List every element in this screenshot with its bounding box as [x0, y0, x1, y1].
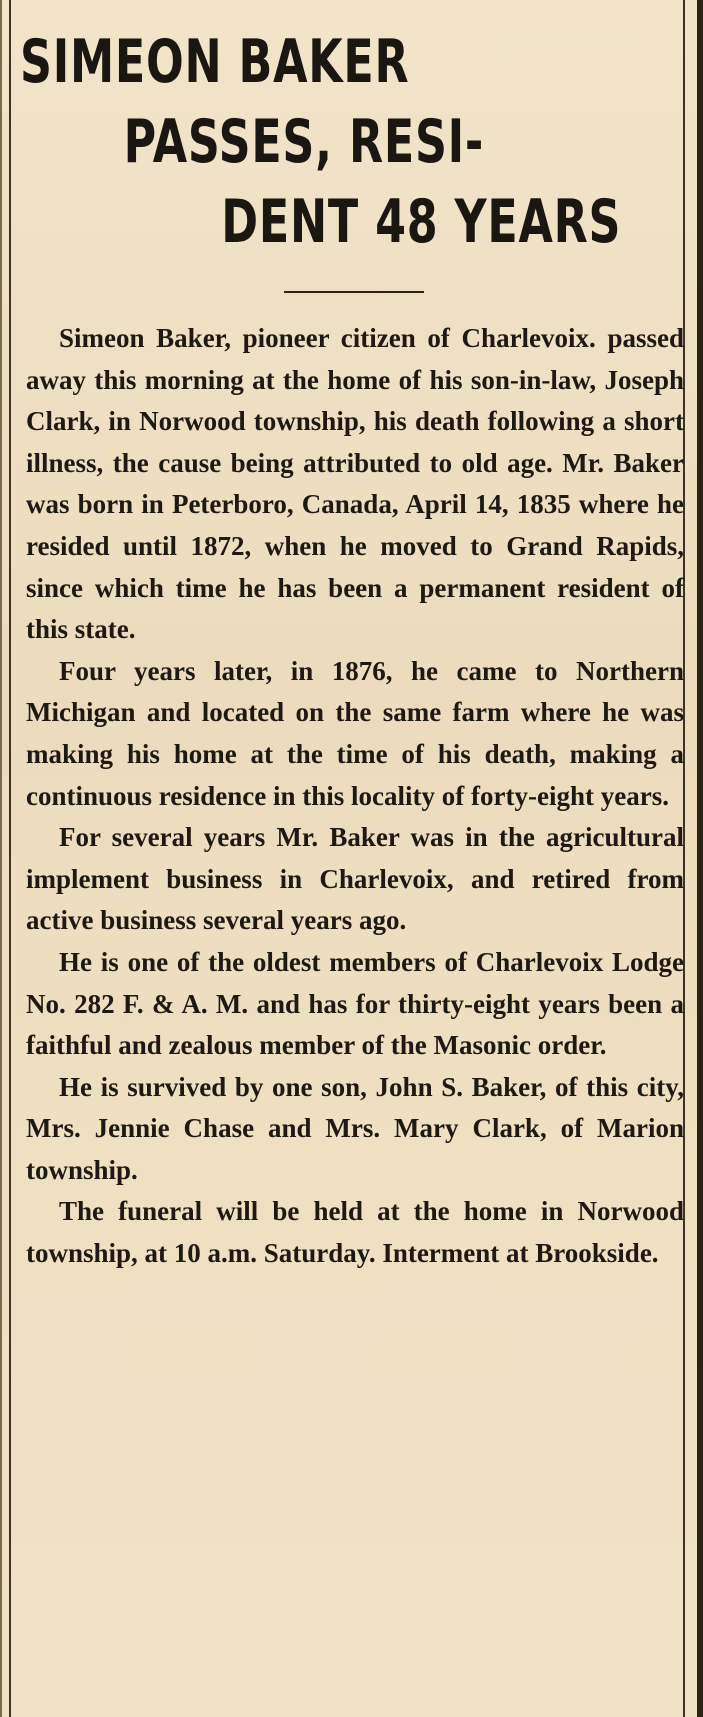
paragraph-6: The funeral will be held at the home in Norwood township, at 10 a.m. Saturday. Interment at Brookside. [26, 1196, 684, 1269]
paragraph-3: For several years Mr. Baker was in the agricultural implement business in Charlevoix, and retired from active business several years ago. [26, 822, 684, 936]
left-column-rule [9, 0, 11, 1717]
headline [20, 22, 622, 262]
headline-line-1: SIMEON BAKER [20, 27, 410, 97]
headline-line-3: DENT 48 YEARS [221, 187, 622, 257]
headline-line-2: PASSES, RESI- [123, 107, 485, 177]
headline-divider [284, 291, 424, 293]
paragraph-4: He is one of the oldest members of Charlevoix Lodge No. 282 F. & A. M. and has for thirty-eight years been a faithful and zealous member of the Masonic order. [26, 946, 684, 1061]
paragraph-2: Four years later, in 1876, he came to Northern Michigan and located on the same farm where he was making his home at the time of his death, making a continuous residence in this locality of forty-eight years. [26, 655, 684, 811]
article-body [26, 318, 684, 1275]
paragraph-5: He is survived by one son, John S. Baker, of this city, Mrs. Jennie Chase and Mrs. Mary Clark, of Marion township. [26, 1071, 684, 1185]
paragraph-1: Simeon Baker, pioneer citizen of Charlevoix. passed away this morning at the home of his son-in-law, Joseph Clark, in Norwood township, his death following a short illness, the cause being attributed to old age. Mr. Baker was born in Peterboro, Canada, April 14, 1835 where he resided until 1872, when he moved to Grand Rapids, since which time he has been a permanent resident of this state. [26, 323, 684, 645]
